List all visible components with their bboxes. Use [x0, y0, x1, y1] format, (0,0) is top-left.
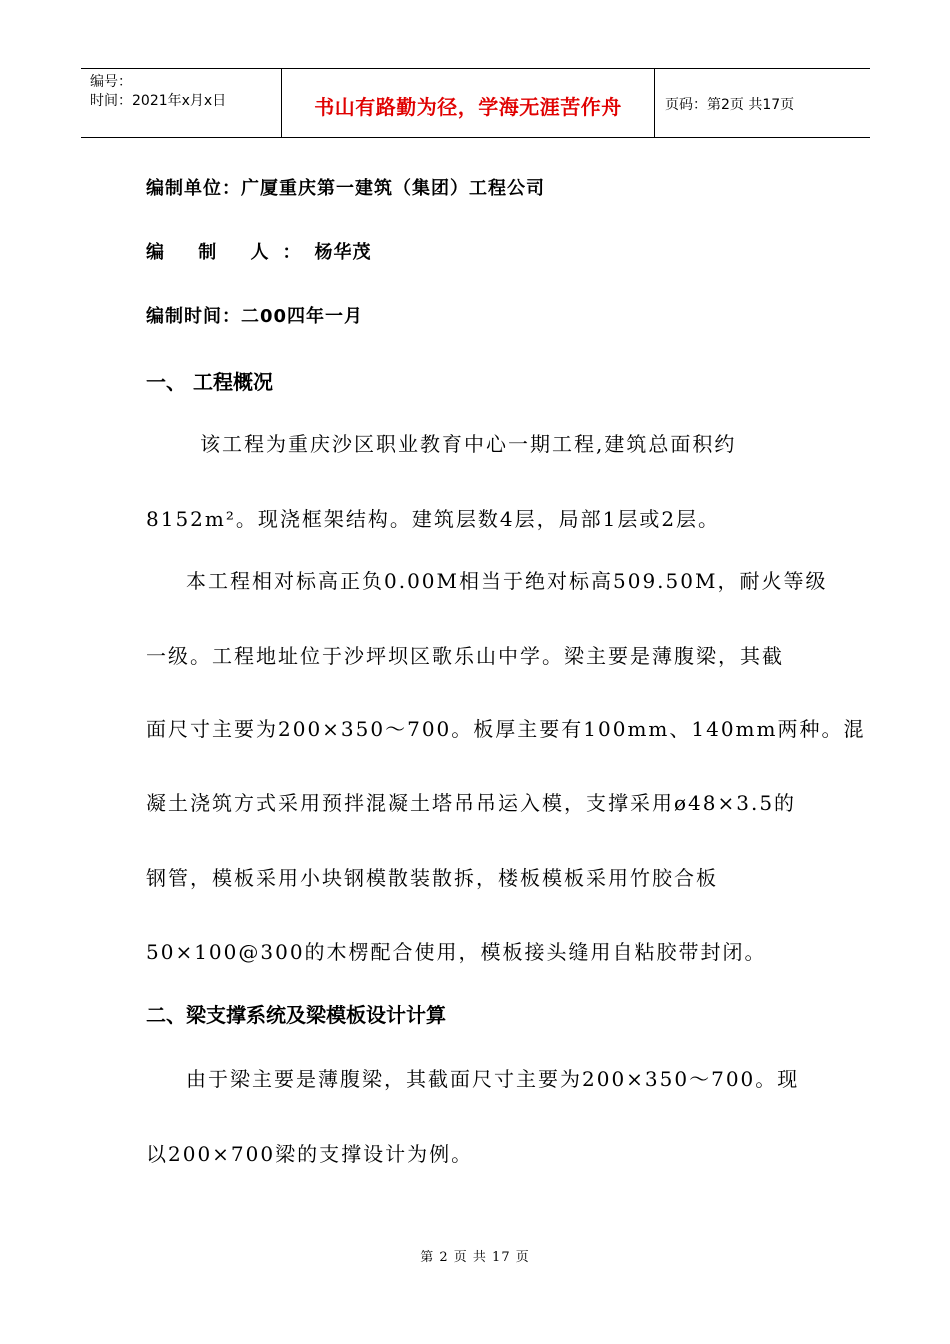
date-label: 编制时间： [146, 306, 241, 327]
page-footer: 第 2 页 共 17 页 [420, 1250, 530, 1265]
document-time-label: 时间：2021年x月x日 [90, 93, 227, 109]
paragraph-line: 面尺寸主要为200×350～700。板厚主要有100mm、140mm两种。混 [146, 717, 866, 741]
compiling-unit-label: 编制单位： [146, 178, 241, 199]
author-label: 编 制 人： [146, 242, 315, 263]
header-page-info: 页码：第2页 共17页 [665, 97, 795, 113]
page-header [81, 68, 870, 138]
date-value: 二00四年一月 [241, 306, 364, 327]
paragraph-line: 钢管，模板采用小块钢模散装散拆，楼板模板采用竹胶合板 [146, 866, 718, 890]
header-meta-cell [81, 69, 282, 137]
paragraph-line: 以200×700梁的支撑设计为例。 [146, 1142, 474, 1166]
section-1-title: 一、 工程概况 [146, 370, 273, 394]
document-number-label: 编号： [90, 74, 132, 90]
section-2-title: 二、梁支撑系统及梁模板设计计算 [146, 1003, 446, 1027]
paragraph-line: 一级。工程地址位于沙坪坝区歌乐山中学。梁主要是薄腹梁，其截 [146, 644, 784, 668]
date-line [146, 302, 363, 328]
paragraph-line: 该工程为重庆沙区职业教育中心一期工程,建筑总面积约 [200, 432, 737, 456]
paragraph-line: 50×100@300的木楞配合使用，模板接头缝用自粘胶带封闭。 [146, 940, 767, 964]
paragraph-line: 8152m²。现浇框架结构。建筑层数4层，局部1层或2层。 [146, 507, 721, 531]
author-value: 杨华茂 [314, 242, 372, 263]
paragraph-line: 凝土浇筑方式采用预拌混凝土塔吊吊运入模，支撑采用ø48×3.5的 [146, 791, 797, 815]
paragraph-line: 由于梁主要是薄腹梁，其截面尺寸主要为200×350～700。现 [186, 1067, 800, 1091]
compiling-unit-line [146, 174, 545, 200]
paragraph-line: 本工程相对标高正负0.00M相当于绝对标高509.50M，耐火等级 [186, 569, 828, 593]
compiling-unit-value: 广厦重庆第一建筑（集团）工程公司 [241, 178, 545, 199]
author-line [146, 238, 372, 264]
header-motto: 书山有路勤为径，学海无涯苦作舟 [282, 69, 655, 137]
